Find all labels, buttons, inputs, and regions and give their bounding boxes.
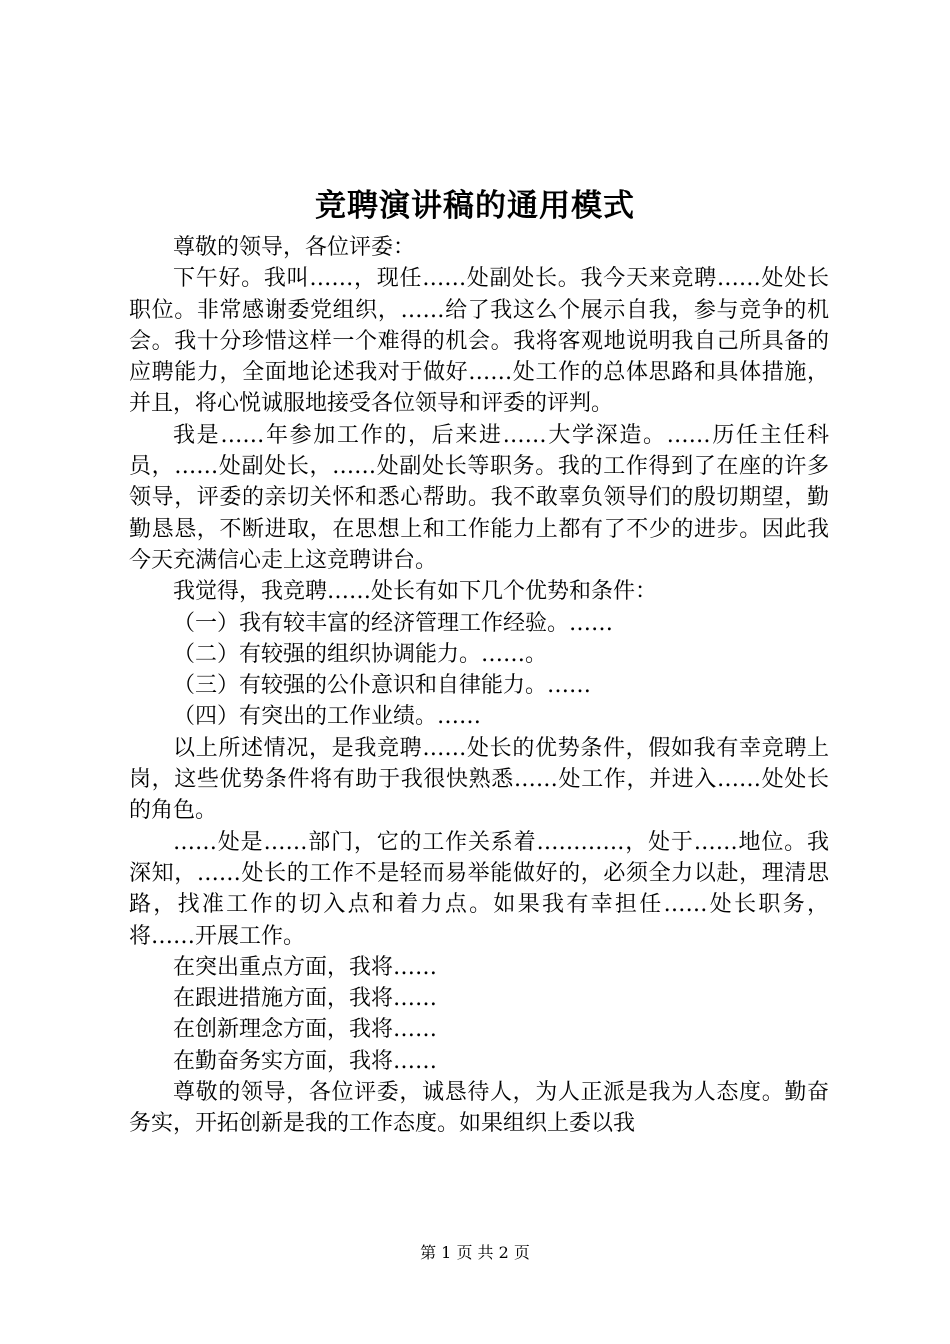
paragraph-plan-measures: 在跟进措施方面，我将……: [173, 986, 438, 1012]
paragraph-department: ……处是……部门，它的工作关系着…………，处于……地位。我深知，……处长的工作不是轻而易举能做好的，必须全力以赴，理清思路，找准工作的切入点和着力点。如果我有幸担任……处长职务，将……开展工作。: [129, 829, 829, 949]
paragraph-plan-diligence: 在勤奋务实方面，我将……: [173, 1048, 438, 1074]
paragraph-summary: 以上所述情况，是我竞聘……处长的优势条件，假如我有幸竞聘上岗，这些优势条件将有助于我很快熟悉……处工作，并进入……处处长的角色。: [129, 735, 829, 824]
paragraph-advantage-1: （一）我有较丰富的经济管理工作经验。……: [173, 610, 614, 636]
page-number-footer: 第 1 页 共 2 页: [420, 1243, 530, 1262]
paragraph-advantage-2: （二）有较强的组织协调能力。……。: [173, 641, 548, 667]
document-body: [129, 232, 829, 1140]
document-title: 竞聘演讲稿的通用模式: [315, 188, 635, 224]
paragraph-advantage-4: （四）有突出的工作业绩。……: [173, 704, 482, 730]
paragraph-advantage-3: （三）有较强的公仆意识和自律能力。……: [173, 673, 592, 699]
paragraph-plan-focus: 在突出重点方面，我将……: [173, 954, 438, 980]
paragraph-advantages-intro: 我觉得，我竞聘……处长有如下几个优势和条件：: [173, 579, 658, 605]
paragraph-background: 我是……年参加工作的，后来进……大学深造。……历任主任科员，……处副处长，……处副处长等职务。我的工作得到了在座的许多领导，评委的亲切关怀和悉心帮助。我不敢辜负领导们的殷切期望，勤勤恳恳，不断进取，在思想上和工作能力上都有了不少的进步。因此我今天充满信心走上这竞聘讲台。: [129, 422, 829, 573]
paragraph-plan-innovation: 在创新理念方面，我将……: [173, 1017, 438, 1043]
paragraph-introduction: 下午好。我叫……，现任……处副处长。我今天来竞聘……处处长职位。非常感谢委党组织，……给了我这么个展示自我，参与竞争的机会。我十分珍惜这样一个难得的机会。我将客观地说明我自己所具备的应聘能力，全面地论述我对于做好……处工作的总体思路和具体措施，并且，将心悦诚服地接受各位领导和评委的评判。: [129, 266, 829, 417]
paragraph-closing: 尊敬的领导，各位评委，诚恳待人，为人正派是我为人态度。勤奋务实，开拓创新是我的工作态度。如果组织上委以我: [129, 1080, 829, 1137]
paragraph-salutation: 尊敬的领导，各位评委：: [173, 235, 416, 260]
